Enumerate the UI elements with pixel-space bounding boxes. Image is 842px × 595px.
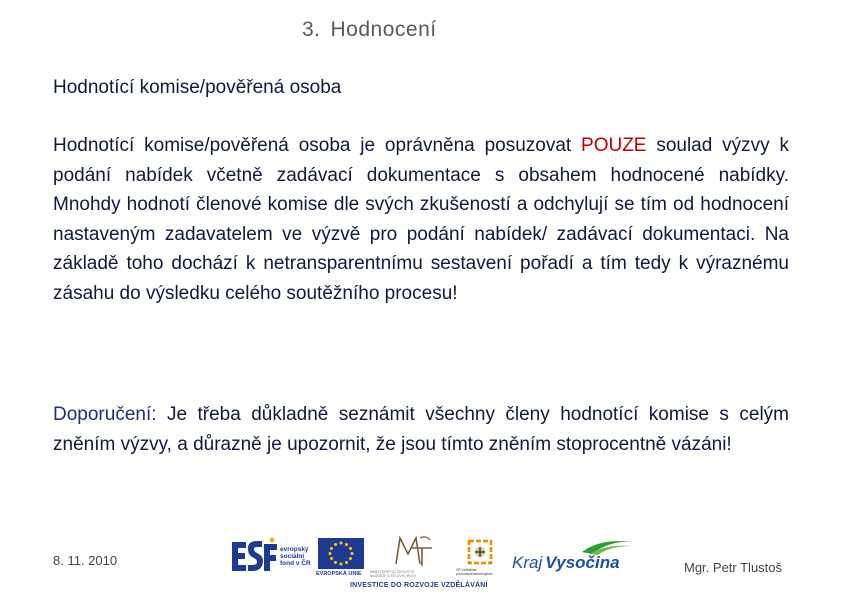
slide-title [302,18,437,42]
msmt-caption [370,570,417,578]
section-subtitle: Hodnotící komise/pověřená osoba [53,77,342,98]
paragraph-main [53,131,789,309]
paragraph-main-rest: soulad výzvy k podání nabídek včetně zadávací dokumentace s obsahem hodnocené nabídky. Mnohdy hodnotí členové komise dle svých zkušeností a odchylují se tím od hodnocení nastaveným zadavatelem ve výzvě pro podání nabídek/ zadávací dokumentaci. Na základě toho dochází k netransparentnímu sestavení pořadí a tím tedy k výraznému zásahu do výsledku celého soutěžního procesu! [53,135,789,304]
footer-date: 8. 11. 2010 [53,553,118,568]
recommendation-label: Doporučení: [53,404,157,425]
investment-caption: INVESTICE DO ROZVOJE VZDĚLÁVÁNÍ [350,582,488,589]
esf-tagline-line: fond v ČR [280,560,311,567]
kraj-vysocina-logo [512,553,620,573]
footer-author: Mgr. Petr Tlustoš [684,560,783,575]
esf-tagline-line: evropský [280,546,309,553]
msmt-logo-icon [390,534,438,570]
paragraph-main-start: Hodnotící komise/pověřená osoba je oprávněna posuzovat [53,135,582,156]
recommendation-text: Je třeba důkladně seznámit všechny členy hodnotící komise s celým zněním výzvy, a důrazně je upozornit, že jsou tímto zněním stoprocentně vázáni! [53,404,789,455]
partner-logos [230,532,640,594]
op-vk-logo-icon [466,538,500,566]
slide-number: 3. [302,18,321,41]
esf-logo-icon [230,536,278,578]
op-caption [456,568,493,576]
paragraph-recommendation [53,400,789,459]
msmt-caption-line: MINISTERSTVO ŠKOLSTVÍ, [370,570,416,574]
op-caption-line: OP Vzdělávání [456,568,478,572]
highlight-pouze: POUZE [581,135,647,156]
msmt-caption-line: MLÁDEŽE A TĚLOVÝCHOVY [370,574,417,578]
op-caption-line: pro konkurenceschopnost [456,572,493,576]
region-word: Vysočina [545,553,620,572]
slide-heading: Hodnocení [330,18,437,41]
eu-flag-icon [318,538,364,569]
esf-tagline [280,546,311,567]
eu-caption: EVROPSKÁ UNIE [316,571,362,577]
kraj-word: Kraj [512,553,543,572]
esf-tagline-line: sociální [280,553,305,560]
